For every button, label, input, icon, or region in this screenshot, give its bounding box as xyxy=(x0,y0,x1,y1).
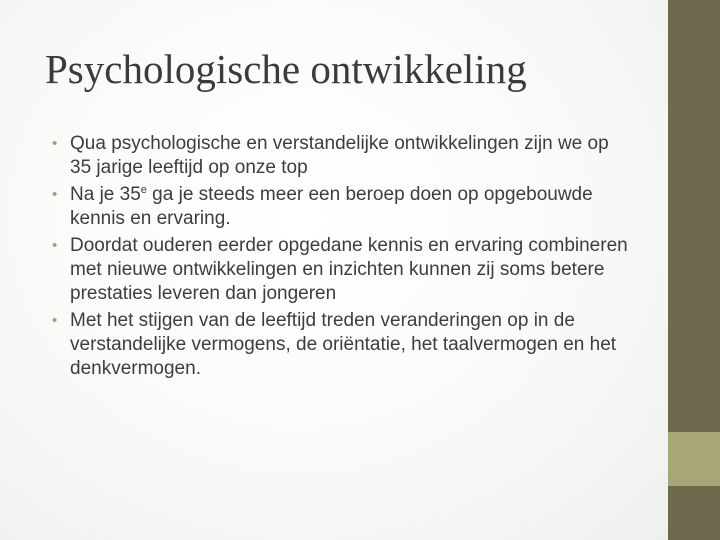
slide-title: Psychologische ontwikkeling xyxy=(45,46,527,92)
bullet-item xyxy=(52,183,632,231)
bullet-superscript: e xyxy=(140,184,147,196)
bullet-text-after: ga je steeds meer een beroep doen op opgebouwde kennis en ervaring. xyxy=(70,184,593,229)
bullet-icon: • xyxy=(52,237,58,254)
bullet-icon: • xyxy=(52,186,58,203)
bullet-item xyxy=(52,234,632,306)
bullet-icon: • xyxy=(52,312,58,329)
bullet-text: Met het stijgen van de leeftijd treden veranderingen op in de verstandelijke vermogens, de oriëntatie, het taalvermogen en het denkvermogen. xyxy=(70,310,617,379)
bullet-text-before: Na je 35 xyxy=(70,184,141,205)
decorative-sidebar-accent xyxy=(668,432,720,486)
bullet-item xyxy=(52,132,632,180)
bullet-list xyxy=(52,132,632,384)
bullet-item xyxy=(52,309,632,381)
bullet-text: Qua psychologische en verstandelijke ontwikkelingen zijn we op 35 jarige leeftijd op onze top xyxy=(70,133,609,178)
bullet-icon: • xyxy=(52,135,58,152)
bullet-text: Doordat ouderen eerder opgedane kennis en ervaring combineren met nieuwe ontwikkelingen en inzichten kunnen zij soms betere prestaties leveren dan jongeren xyxy=(70,235,628,304)
